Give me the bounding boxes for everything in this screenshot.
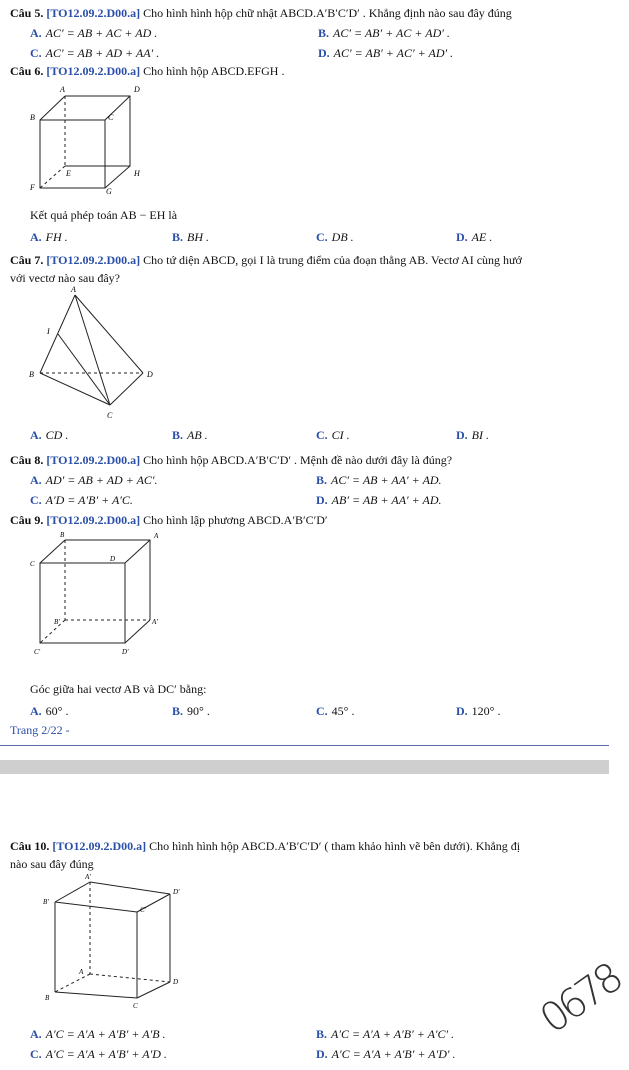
q9-label-B: B — [60, 531, 65, 539]
q7-option-c[interactable]: C. CI . — [316, 428, 350, 442]
handwritten-watermark: 0678 — [532, 955, 629, 1043]
q9-label-B2: B′ — [54, 618, 60, 626]
q6-option-a[interactable]: A. FH . — [30, 230, 68, 244]
q10-label-B2: B′ — [43, 898, 49, 906]
q7-stem — [10, 253, 522, 268]
q7-text: Cho tứ diện ABCD, gọi I là trung điểm của đoạn thẳng AB. Vectơ AI cùng hướ — [143, 253, 522, 267]
q9-cube-figure — [20, 530, 170, 670]
q7-text2: với vectơ nào sau đây? — [10, 271, 120, 285]
q6-question: Kết quả phép toán AB − EH là — [30, 208, 178, 222]
q9-stem — [10, 513, 328, 528]
q8-option-b[interactable]: B. AC′ = AB + AA′ + AD. — [316, 473, 442, 487]
q7-option-d[interactable]: D. BI . — [456, 428, 489, 442]
q7-label-C: C — [107, 411, 113, 420]
q10-label-C2: C′ — [140, 906, 147, 914]
q6-label-G: G — [106, 187, 112, 196]
q8-option-d[interactable]: D. AB′ = AB + AA′ + AD. — [316, 493, 442, 507]
q5-stem — [10, 6, 512, 21]
q10-option-c[interactable]: C. A′C = A′A + A′B′ + A′D . — [30, 1047, 167, 1061]
q10-box-figure — [25, 872, 190, 1012]
q6-label-B: B — [30, 113, 35, 122]
q10-text: Cho hình hình hộp ABCD.A′B′C′D′ ( tham khảo hình vẽ bên dưới). Khẳng đị — [149, 839, 521, 853]
q10-label-D: D — [173, 978, 179, 986]
q5-option-c[interactable]: C. AC′ = AB + AD + AA′ . — [30, 46, 160, 60]
q10-tag: [TO12.09.2.D00.a] — [52, 839, 147, 853]
q6-label-D: D — [134, 85, 140, 94]
q7-label-D: D — [147, 370, 153, 379]
q7-label-B: B — [29, 370, 34, 379]
q6-label-H: H — [134, 169, 140, 178]
q9-option-b[interactable]: B. 90° . — [172, 704, 210, 718]
q5-option-a[interactable]: A. AC′ = AB + AC + AD . — [30, 26, 158, 40]
q7-label: Câu 7. — [10, 253, 44, 267]
page-gap-band — [0, 760, 609, 774]
q6-option-c[interactable]: C. DB . — [316, 230, 354, 244]
q9-label-A: A — [154, 532, 159, 540]
q10-label-A: A — [79, 968, 84, 976]
q7-label-A: A — [71, 285, 76, 294]
q7-label-I: I — [47, 327, 50, 336]
q8-label: Câu 8. — [10, 453, 44, 467]
q9-question: Góc giữa hai vectơ AB và DC′ bằng: — [30, 682, 207, 696]
q10-option-b[interactable]: B. A′C = A′A + A′B′ + A′C′ . — [316, 1027, 455, 1041]
q9-label-C2: C′ — [34, 648, 41, 656]
q9-option-c[interactable]: C. 45° . — [316, 704, 355, 718]
q5-label: Câu 5. — [10, 6, 44, 20]
q6-label-C: C — [108, 113, 114, 122]
q6-tag: [TO12.09.2.D00.a] — [46, 64, 141, 78]
q10-label-C: C — [133, 1002, 138, 1010]
q10-label-A2: A′ — [85, 873, 91, 881]
q9-label-D2: D′ — [122, 648, 129, 656]
q10-text2: nào sau đây đúng — [10, 857, 94, 871]
page-footer: Trang 2/22 - — [10, 723, 70, 737]
q5-tag: [TO12.09.2.D00.a] — [46, 6, 141, 20]
q6-label-A: A — [60, 85, 65, 94]
q10-stem — [10, 839, 520, 854]
q8-option-c[interactable]: C. A′D = A′B′ + A′C. — [30, 493, 133, 507]
q9-label-D: D — [110, 555, 116, 563]
q7-option-b[interactable]: B. AB . — [172, 428, 208, 442]
q6-stem — [10, 64, 284, 79]
q6-option-b[interactable]: B. BH . — [172, 230, 210, 244]
q6-option-d[interactable]: D. AE . — [456, 230, 493, 244]
q5-text: Cho hình hình hộp chữ nhật ABCD.A′B′C′D′ . Khẳng định nào sau đây đúng — [143, 6, 512, 20]
q7-tetrahedron-figure — [25, 285, 170, 425]
q10-label: Câu 10. — [10, 839, 50, 853]
q5-option-d[interactable]: D. AC′ = AB′ + AC′ + AD′ . — [318, 46, 454, 60]
q10-label-B: B — [45, 994, 50, 1002]
q6-label: Câu 6. — [10, 64, 44, 78]
q7-option-a[interactable]: A. CD . — [30, 428, 69, 442]
q9-tag: [TO12.09.2.D00.a] — [46, 513, 141, 527]
q9-option-a[interactable]: A. 60° . — [30, 704, 69, 718]
q8-tag: [TO12.09.2.D00.a] — [46, 453, 141, 467]
q10-option-d[interactable]: D. A′C = A′A + A′B′ + A′D′ . — [316, 1047, 456, 1061]
q6-label-F: F — [30, 183, 35, 192]
q9-label: Câu 9. — [10, 513, 44, 527]
q10-label-D2: D′ — [173, 888, 180, 896]
q5-option-b[interactable]: B. AC′ = AB′ + AC + AD′ . — [318, 26, 450, 40]
q9-text: Cho hình lập phương ABCD.A′B′C′D′ — [143, 513, 328, 527]
q7-tag: [TO12.09.2.D00.a] — [46, 253, 141, 267]
q6-box-figure — [20, 80, 150, 195]
q6-label-E: E — [66, 169, 71, 178]
q9-option-d[interactable]: D. 120° . — [456, 704, 501, 718]
q8-stem — [10, 453, 452, 468]
q9-label-C: C — [30, 560, 35, 568]
q8-text: Cho hình hộp ABCD.A′B′C′D′ . Mệnh đề nào dưới đây là đúng? — [143, 453, 453, 467]
q10-option-a[interactable]: A. A′C = A′A + A′B′ + A′B . — [30, 1027, 166, 1041]
q6-text: Cho hình hộp ABCD.EFGH . — [143, 64, 285, 78]
q8-option-a[interactable]: A. AD′ = AB + AD + AC′. — [30, 473, 158, 487]
q9-label-A2: A′ — [152, 618, 158, 626]
page-divider-line — [0, 745, 609, 746]
